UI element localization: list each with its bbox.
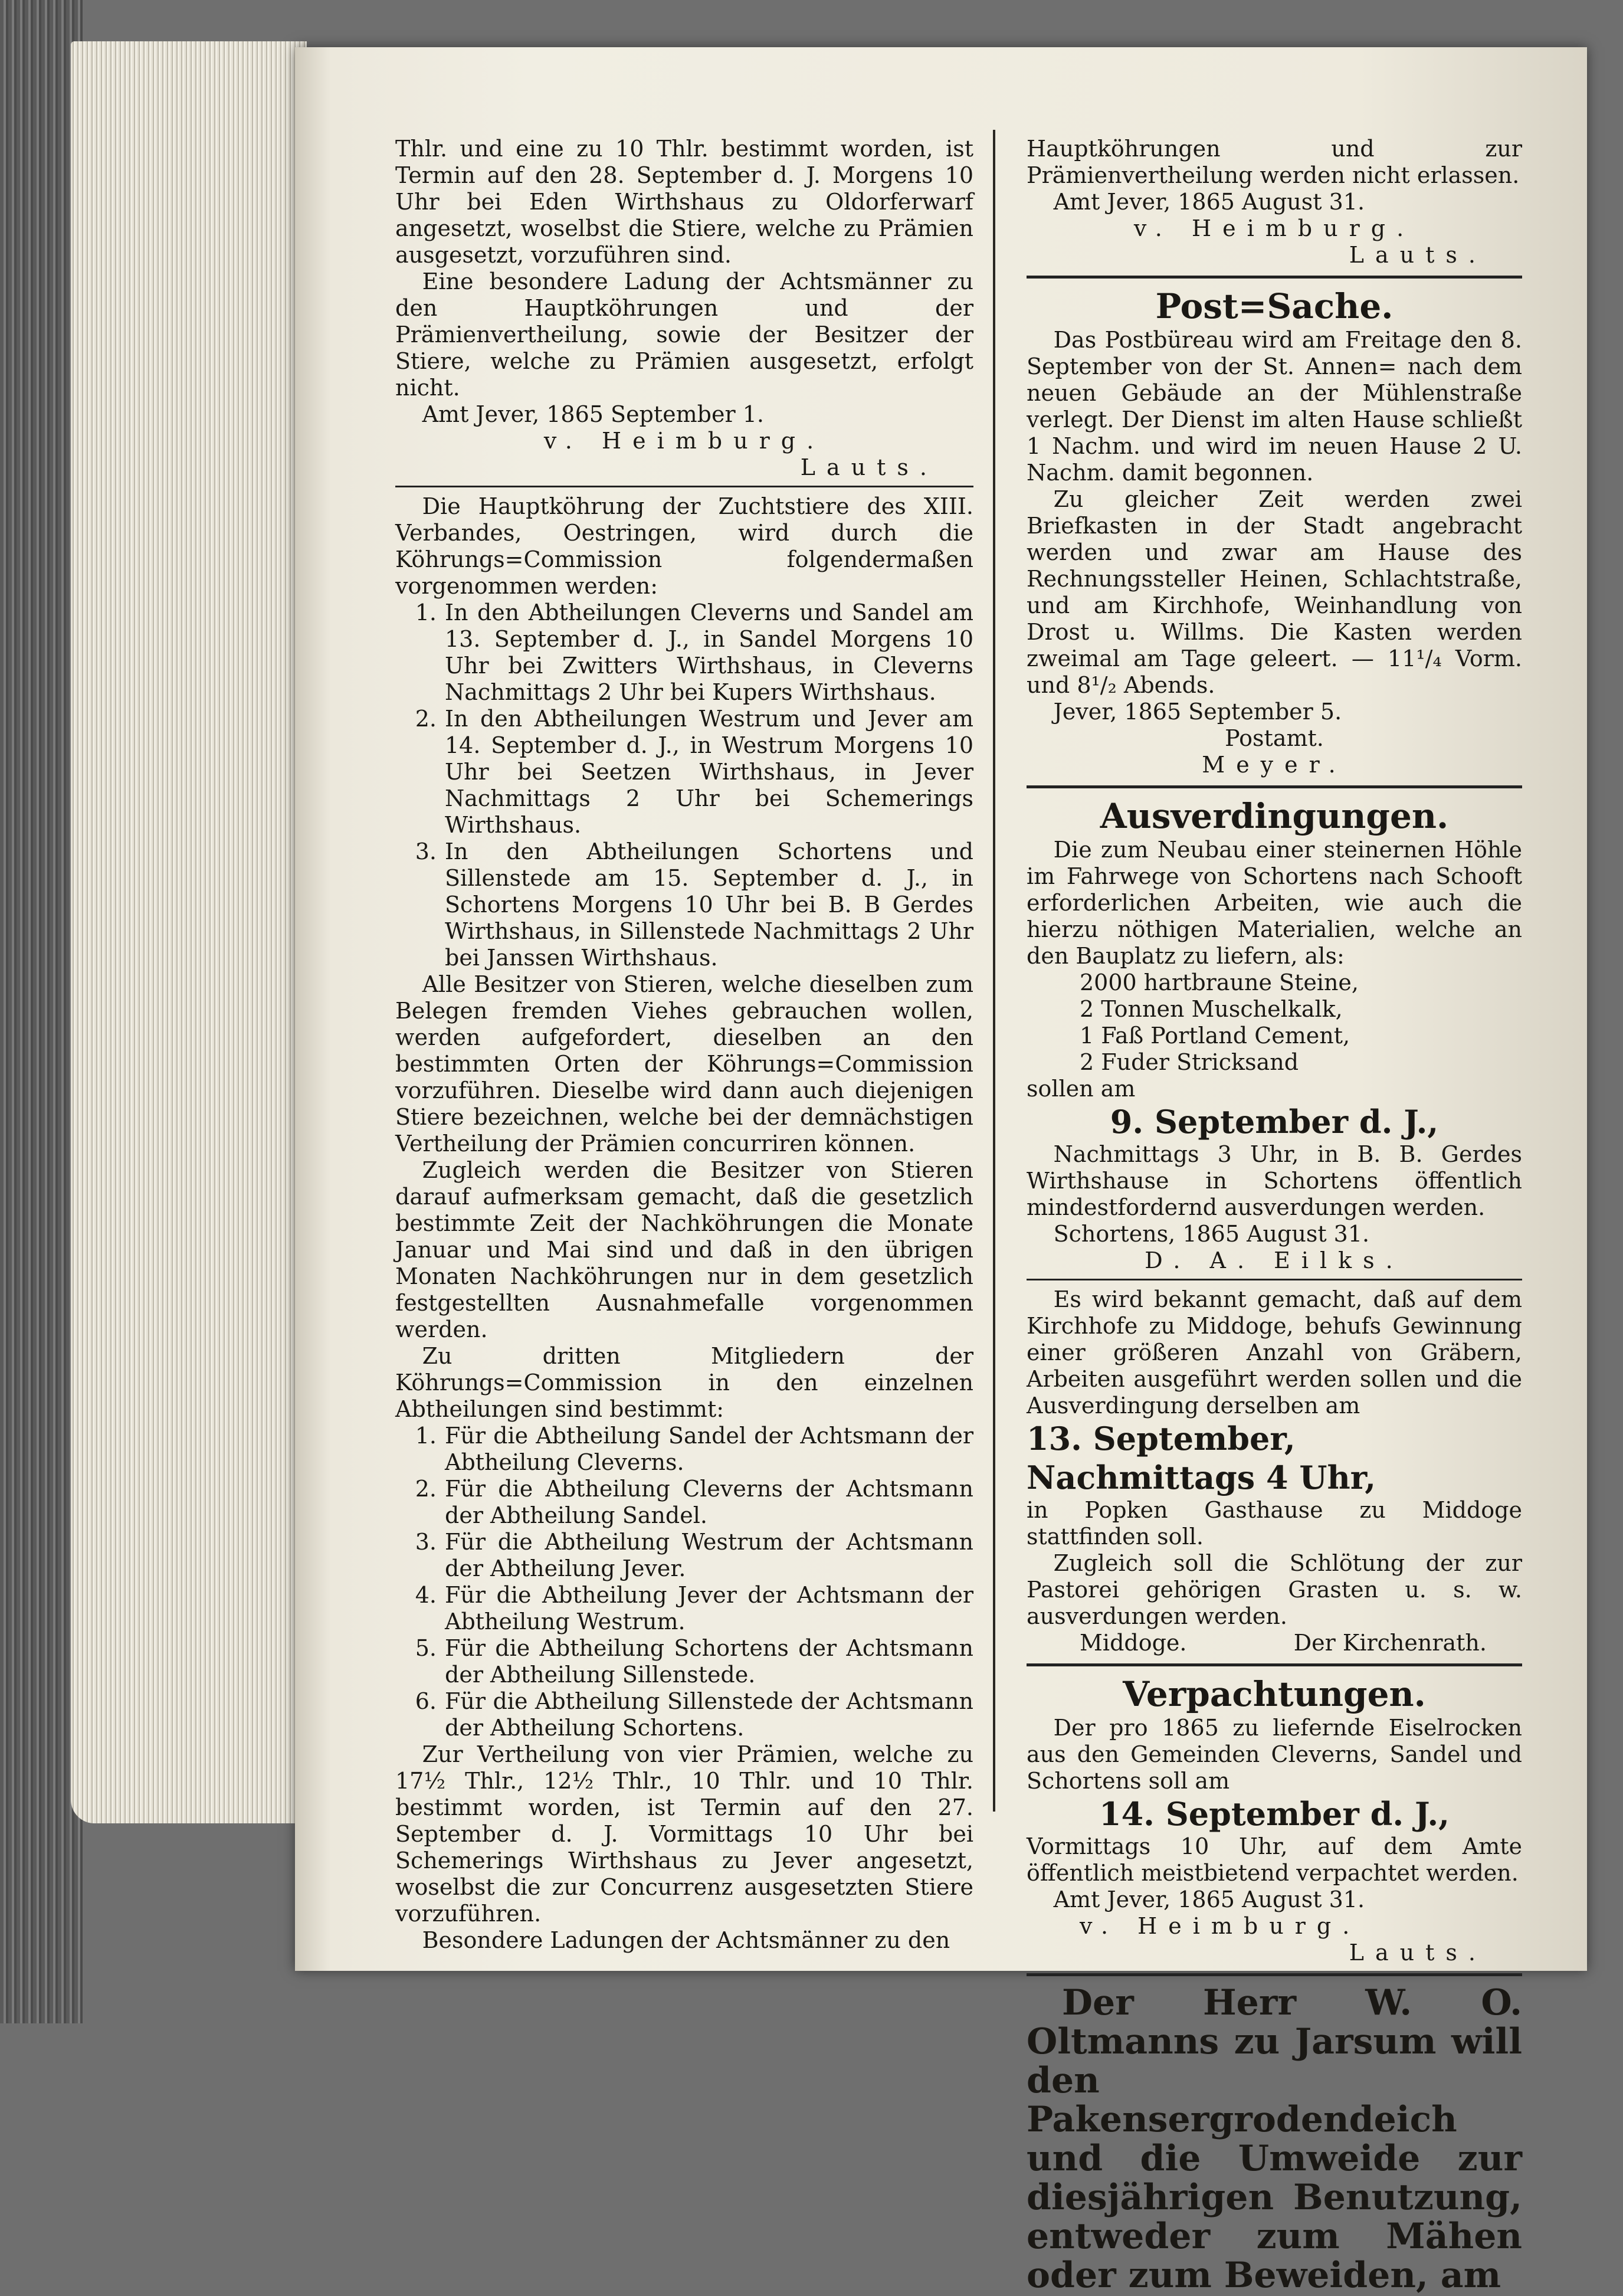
right-place-date-1: Amt Jever, 1865 August 31. — [1053, 189, 1365, 215]
aus-place-date: Schortens, 1865 August 31. — [1053, 1221, 1370, 1247]
right-column — [1027, 136, 1522, 2295]
right-signature-1b: Lauts. — [1349, 242, 1487, 268]
left-paragraph-5: Zugleich werden die Besitzer von Stieren darauf aufmerksam gemacht, daß die gesetzlich bestimmte Zeit der Nachköhrungen die Monate Januar und Mai sind und daß in den übrigen Monaten Nachköhrungen nur in dem gesetzlich festgestellten Ausnahmefalle vorgenommen werden. — [395, 1157, 973, 1342]
left-paragraph-4: Alle Besitzer von Stieren, welche dieselben zum Belegen fremden Viehes gebrauchen wollen, werden aufgefordert, dieselben an den bestimmten Orten der Köhrungs=Commission vorzuführen. Dieselbe wird dann auch diejenigen Stiere bezeichnen, welche bei der demnächstigen Vertheilung der Prämien concurriren können. — [395, 971, 973, 1157]
list-item: 1 Faß Portland Cement, — [1080, 1023, 1350, 1049]
kirchhof-signature-row — [1027, 1630, 1522, 1656]
left-signature-1: v. Heimburg. — [543, 428, 825, 454]
heading-post: Post=Sache. — [1155, 286, 1394, 326]
list-item: 2 Tonnen Muschelkalk, — [1080, 996, 1343, 1022]
left-signature-1b: Lauts. — [800, 454, 938, 480]
verp-paragraph-1: Der pro 1865 zu liefernde Eiselrocken aus den Gemeinden Cleverns, Sandel und Schortens soll am — [1027, 1715, 1522, 1794]
verp-signature: v. Heimburg. — [1080, 1913, 1361, 1939]
aus-signature: D. A. Eilks. — [1145, 1247, 1404, 1273]
left-paragraph-3: Die Hauptköhrung der Zuchtstiere des XIII. Verbandes, Oestringen, wird durch die Köhrungs=Commission folgendermaßen vorgenommen werden: — [395, 493, 973, 599]
newspaper-page — [295, 47, 1587, 2296]
kirchhof-place: Middoge. — [1080, 1630, 1187, 1656]
post-place-date: Jever, 1865 September 5. — [1053, 699, 1342, 725]
materials-list — [1027, 970, 1522, 1076]
left-paragraph-8: Besondere Ladungen der Achtsmänner zu den — [422, 1927, 950, 1953]
left-paragraph-6: Zu dritten Mitgliedern der Köhrungs=Commission in den einzelnen Abtheilungen sind bestimmt: — [395, 1343, 973, 1422]
book-edge — [0, 0, 83, 2023]
column-rule — [993, 130, 995, 1812]
post-paragraph-2: Zu gleicher Zeit werden zwei Briefkasten in der Stadt angebracht werden und zwar am Hause des Rechnungssteller Heinen, Schlachtstraße, und am Kirchhofe, Weinhandlung von Drost u. Willms. Die Kasten werden zweimal am Tage geleert. — 11¹/₄ Vorm. und 8¹/₂ Abends. — [1027, 486, 1522, 698]
list-item: 2. In den Abtheilungen Westrum und Jever am 14. September d. J., in Westrum Morgens 10 Uhr bei Seetzen Wirthshaus, in Jever Nachmittags 2 Uhr bei Schemerings Wirthshaus. — [415, 706, 973, 838]
verp-place-date: Amt Jever, 1865 August 31. — [1053, 1886, 1365, 1912]
list-item: 3. Für die Abtheilung Westrum der Achtsmann der Abtheilung Jever. — [415, 1529, 973, 1581]
aus-date: 9. September d. J., — [1110, 1103, 1439, 1141]
list-item: 2 Fuder Stricksand — [1080, 1049, 1299, 1075]
left-paragraph-2: Eine besondere Ladung der Achtsmänner zu den Hauptköhrungen und der Prämienvertheilung, sowie der Besitzer der Stiere, welche zu Prämien ausgesetzt, erfolgt nicht. — [395, 268, 973, 401]
kirchhof-paragraph-1: Es wird bekannt gemacht, daß auf dem Kirchhofe zu Middoge, behufs Gewinnung einer größeren Anzahl von Gräbern, Arbeiten ausgeführt werden sollen und die Ausverdingung derselben am — [1027, 1286, 1522, 1419]
heading-ausverdingungen: Ausverdingungen. — [1100, 796, 1449, 836]
kirchhof-date: 13. September, Nachmittags 4 Uhr, — [1027, 1420, 1376, 1496]
divider — [1027, 1973, 1522, 1976]
divider — [1027, 785, 1522, 788]
list-item: 2000 hartbraune Steine, — [1080, 970, 1359, 995]
kirchhof-paragraph-3: Zugleich soll die Schlötung der zur Pastorei gehörigen Grasten u. s. w. ausverdungen werden. — [1027, 1550, 1522, 1629]
post-paragraph-1: Das Postbüreau wird am Freitage den 8. September von der St. Annen= nach dem neuen Gebäude an der Mühlenstraße verlegt. Der Dienst im alten Hause schließt 1 Nachm. und wird im neuen Hause 2 U. Nachm. damit begonnen. — [1027, 327, 1522, 486]
list-item: 4. Für die Abtheilung Jever der Achtsmann der Abtheilung Westrum. — [415, 1582, 973, 1635]
heading-verpachtungen: Verpachtungen. — [1123, 1674, 1426, 1714]
list-item: 1. In den Abtheilungen Cleverns und Sandel am 13. September d. J., in Sandel Morgens 10 Uhr bei Zwitters Wirthshaus, in Cleverns Nachmittags 2 Uhr bei Kupers Wirthshaus. — [415, 600, 973, 705]
kirchhof-paragraph-2: in Popken Gasthause zu Middoge stattfinden soll. — [1027, 1497, 1522, 1550]
list-item: 3. In den Abtheilungen Schortens und Sillenstede am 15. September d. J., in Schortens Morgens 10 Uhr bei B. B Gerdes Wirthshaus, in Sillenstede Nachmittags 2 Uhr bei Janssen Wirthshaus. — [415, 839, 973, 971]
verp-paragraph-2: Vormittags 10 Uhr, auf dem Amte öffentlich meistbietend verpachtet werden. — [1027, 1833, 1522, 1886]
kirchhof-signature: Der Kirchenrath. — [1293, 1630, 1487, 1656]
list-item: 1. Für die Abtheilung Sandel der Achtsmann der Abtheilung Cleverns. — [415, 1423, 973, 1475]
koehrung-list — [395, 600, 973, 971]
verp-signature-b: Lauts. — [1349, 1940, 1487, 1966]
divider — [1027, 1279, 1522, 1280]
right-paragraph-1: Hauptköhrungen und zur Prämienvertheilung werden nicht erlassen. — [1027, 136, 1522, 188]
left-place-date-1: Amt Jever, 1865 September 1. — [422, 401, 764, 427]
divider — [1027, 276, 1522, 279]
page-stack — [71, 41, 307, 1823]
oltmanns-announcement: Der Herr W. O. Oltmanns zu Jarsum will den Pakensergrodendeich und die Umweide zur diesjährigen Benutzung, entweder zum Mähen oder zum Beweiden, am — [1027, 1982, 1522, 2296]
left-paragraph-1: Thlr. und eine zu 10 Thlr. bestimmt worden, ist Termin auf den 28. September d. J. Morgens 10 Uhr bei Eden Wirthshaus zu Oldorferwarf angesetzt, woselbst die Stiere, welche zu Prämien ausgesetzt, vorzuführen sind. — [395, 136, 973, 268]
commission-list — [395, 1423, 973, 1741]
aus-paragraph-1: Die zum Neubau einer steinernen Höhle im Fahrwege von Schortens nach Schooft erforderlichen Arbeiten, wie auch die hierzu nöthigen Materialien, welche an den Bauplatz zu liefern, als: — [1027, 837, 1522, 969]
list-item: 2. Für die Abtheilung Cleverns der Achtsmann der Abtheilung Sandel. — [415, 1476, 973, 1528]
aus-paragraph-2: Nachmittags 3 Uhr, in B. B. Gerdes Wirthshause in Schortens öffentlich mindestfordernd ausverdungen werden. — [1027, 1141, 1522, 1220]
aus-soll: sollen am — [1027, 1076, 1136, 1102]
left-column — [395, 136, 973, 1954]
verp-date: 14. September d. J., — [1099, 1795, 1450, 1833]
left-paragraph-7: Zur Vertheilung von vier Prämien, welche zu 17½ Thlr., 12½ Thlr., 10 Thlr. und 10 Thlr. bestimmt worden, ist Termin auf den 27. September d. J. Vormittags 10 Uhr bei Schemerings Wirthshaus zu Jever angesetzt, woselbst die zur Concurrenz ausgesetzten Stiere vorzuführen. — [395, 1741, 973, 1927]
list-item: 6. Für die Abtheilung Sillenstede der Achtsmann der Abtheilung Schortens. — [415, 1688, 973, 1741]
divider — [395, 486, 973, 487]
post-signature: Meyer. — [1202, 752, 1347, 778]
post-office: Postamt. — [1225, 725, 1324, 751]
list-item: 5. Für die Abtheilung Schortens der Achtsmann der Abtheilung Sillenstede. — [415, 1635, 973, 1688]
right-signature-1: v. Heimburg. — [1133, 215, 1415, 241]
divider — [1027, 1663, 1522, 1666]
